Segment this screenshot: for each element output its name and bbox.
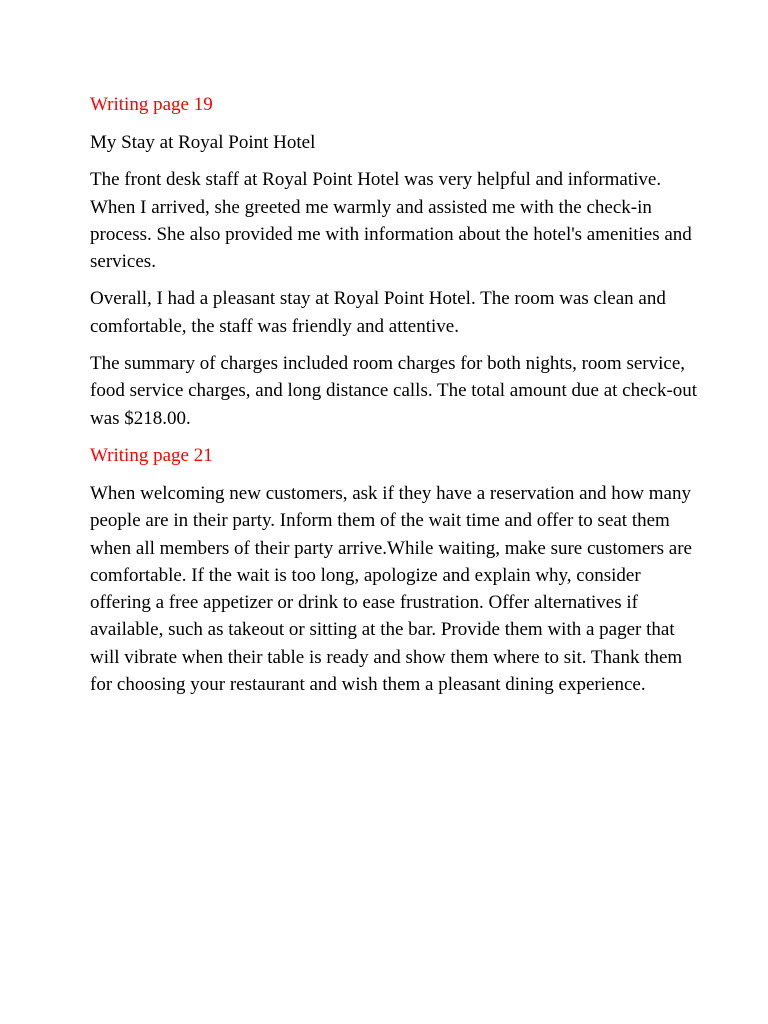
paragraph-overall-stay: Overall, I had a pleasant stay at Royal Point Hotel. The room was clean and comfortable, the staff was friendly and attentive. xyxy=(90,288,666,337)
essay-title: My Stay at Royal Point Hotel xyxy=(90,132,316,153)
paragraph-summary-of-charges: The summary of charges included room charges for both nights, room service, food service charges, and long distance calls. The total amount due at check-out was $218.00. xyxy=(90,353,698,429)
section-heading-writing-page-19: Writing page 19 xyxy=(90,94,213,115)
paragraph-front-desk: The front desk staff at Royal Point Hotel was very helpful and informative. When I arrived, she greeted me warmly and assisted me with the check-in process. She also provided me with information about the hotel's amenities and services. xyxy=(90,169,692,273)
document-body xyxy=(90,91,702,708)
paragraph-welcoming-customers: When welcoming new customers, ask if they have a reservation and how many people are in their party. Inform them of the wait time and offer to seat them when all members of their party arrive.While waiting, make sure customers are comfortable. If the wait is too long, apologize and explain why, consider offering a free appetizer or drink to ease frustration. Offer alternatives if available, such as takeout or sitting at the bar. Provide them with a pager that will vibrate when their table is ready and show them where to sit. Thank them for choosing your restaurant and wish them a pleasant dining experience. xyxy=(90,482,692,696)
section-heading-writing-page-21: Writing page 21 xyxy=(90,444,213,466)
